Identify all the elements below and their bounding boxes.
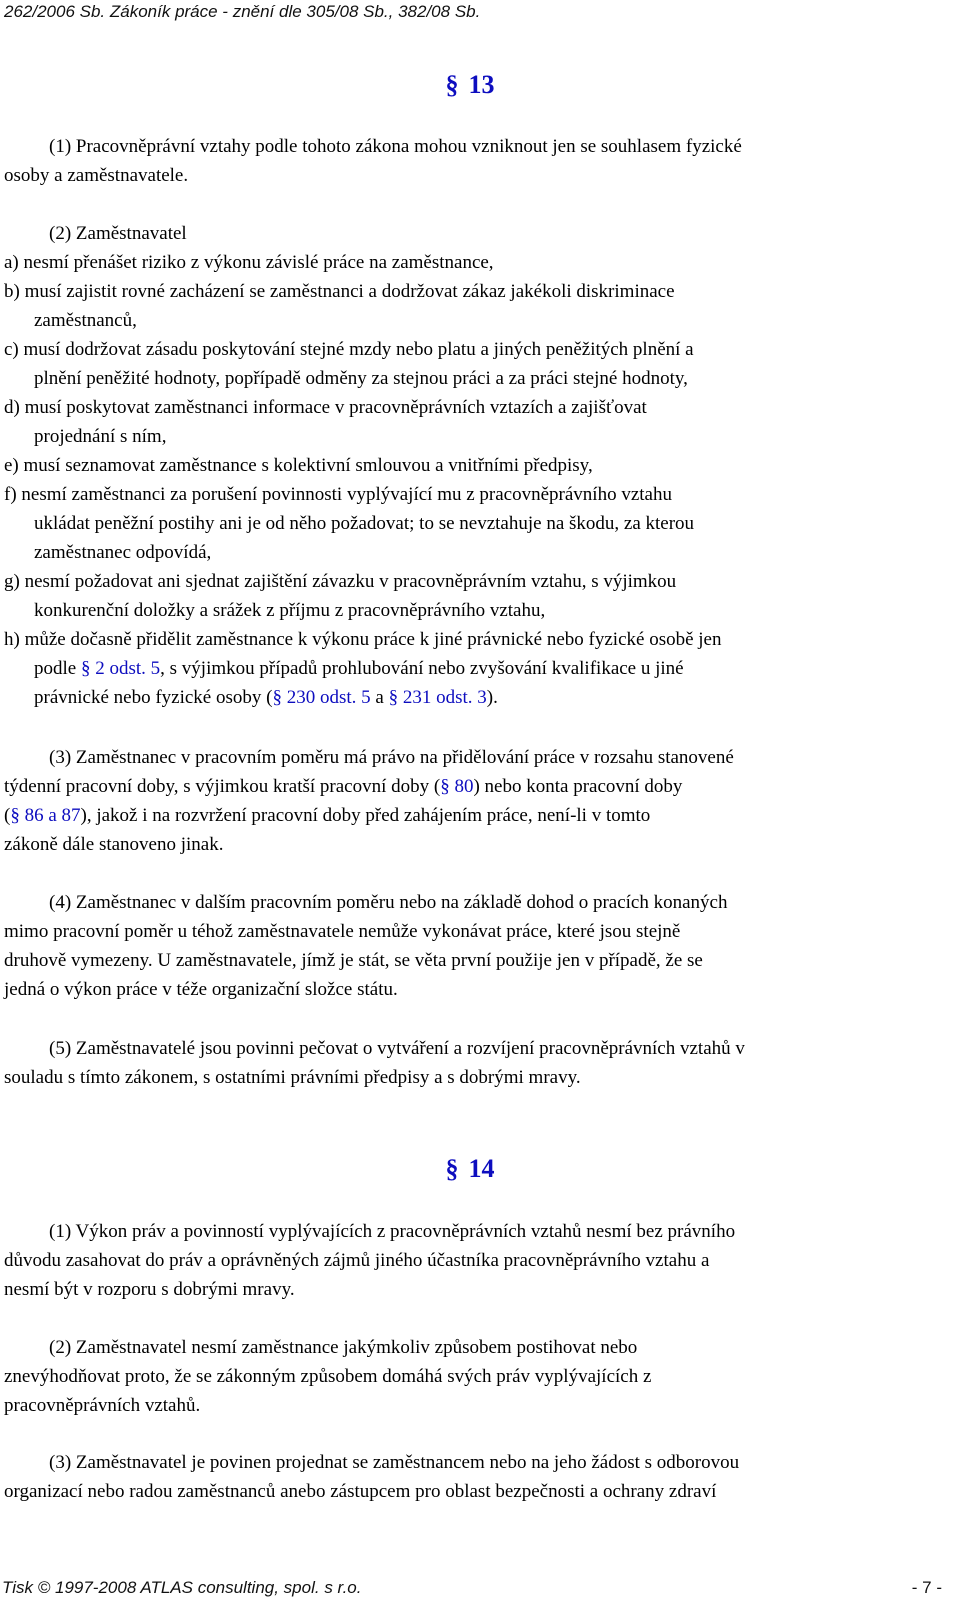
text-line: pracovněprávních vztahů. [4,1395,201,1416]
link-text: 80 [449,776,474,797]
text: ( [4,805,11,826]
text-line: druhově vymezeny. U zaměstnavatele, jímž je stát, se věta první použije jen v případě, že se [4,950,703,971]
section-sign-icon: § [440,776,450,797]
text: ). [486,687,498,708]
list-item-f-cont: zaměstnanec odpovídá, [34,542,212,563]
list-item-e: e) musí seznamovat zaměstnance s kolektivní smlouvou a vnitřními předpisy, [4,455,593,476]
text-line: jedná o výkon práce v téže organizační složce státu. [4,979,398,1000]
text-line [4,801,934,830]
section-14-heading [0,1154,940,1184]
text-line: zákoně dále stanoveno jinak. [4,834,224,855]
list-item-b: b) musí zajistit rovné zacházení se zaměstnanci a dodržovat zákaz jakékoli diskriminace [4,281,675,302]
s14-paragraph-2 [4,1333,934,1420]
list-item-c: c) musí dodržovat zásadu poskytování stejné mzdy nebo platu a jiných peněžitých plnění a [4,339,694,360]
list-item-b-cont: zaměstnanců, [34,310,137,331]
text-line [4,772,934,801]
text-line: (1) Výkon práv a povinností vyplývajících z pracovněprávních vztahů nesmí bez právního [49,1221,736,1242]
section-link[interactable] [389,687,487,708]
section-link[interactable] [81,658,160,679]
text-line: (3) Zaměstnavatel je povinen projednat se zaměstnancem nebo na jeho žádost s odborovou [49,1452,740,1473]
text-line: nesmí být v rozporu s dobrými mravy. [4,1279,295,1300]
section-sign-icon: § [80,658,91,679]
section-13-heading [0,70,940,100]
running-header: 262/2006 Sb. Zákoník práce - znění dle 305/08 Sb., 382/08 Sb. [4,2,481,21]
list-item-d: d) musí poskytovat zaměstnanci informace v pracovněprávních vztazích a zajišťovat [4,397,647,418]
list-item-c-cont: plnění peněžité hodnoty, popřípadě odměny za stejnou práci a za práci stejné hodnoty, [34,368,688,389]
list-item-h-cont [4,654,934,683]
text-line: osoby a zaměstnavatele. [4,165,189,186]
link-text: 86 a 87 [19,805,81,826]
link-text: 231 odst. 3 [398,687,487,708]
link-text: 2 odst. 5 [90,658,161,679]
text: právnické nebo fyzické osoby ( [34,687,273,708]
text-line: (1) Pracovněprávní vztahy podle tohoto zákona mohou vzniknout jen se souhlasem fyzické [49,136,742,157]
text-line: (3) Zaměstnanec v pracovním poměru má právo na přidělování práce v rozsahu stanovené [49,747,734,768]
text-line: (4) Zaměstnanec v dalším pracovním poměru nebo na základě dohod o pracích konaných [49,892,728,913]
list-item-g: g) nesmí požadovat ani sjednat zajištění závazku v pracovněprávním vztahu, s výjimkou [4,571,677,592]
s13-paragraph-5 [4,1034,934,1092]
section-number: 13 [468,70,495,99]
text-line: důvodu zasahovat do práv a oprávněných zájmů jiného účastníka pracovněprávního vztahu a [4,1250,710,1271]
text-line: (2) Zaměstnavatel [49,223,187,244]
text-line: (2) Zaměstnavatel nesmí zaměstnance jakýmkoliv způsobem postihovat nebo [49,1337,638,1358]
link-text: 230 odst. 5 [281,687,371,708]
section-sign-icon: § [272,687,282,708]
list-item-f-cont: ukládat peněžní postihy ani je od něho požadovat; to se nevztahuje na škodu, za kterou [34,513,695,534]
section-sign-icon: § [10,805,20,826]
text: , s výjimkou případů prohlubování nebo zvyšování kvalifikace u jiné [160,658,684,679]
text-line: (5) Zaměstnavatelé jsou povinni pečovat o vytváření a rozvíjení pracovněprávních vztahů v [49,1038,745,1059]
s13-paragraph-4 [4,888,934,1004]
list-item-h-cont [4,683,934,712]
text-line: souladu s tímto zákonem, s ostatními právními předpisy a s dobrými mravy. [4,1067,581,1088]
s14-paragraph-3 [4,1448,934,1506]
s14-paragraph-1 [4,1217,934,1304]
text: ) nebo konta pracovní doby [473,776,683,797]
section-sign-icon: § [445,70,459,99]
list-item-f: f) nesmí zaměstnanci za porušení povinnosti vyplývající mu z pracovněprávního vztahu [4,484,672,505]
section-sign-icon: § [445,1154,459,1183]
text: týdenní pracovní doby, s výjimkou kratší pracovní doby ( [4,776,441,797]
text-line: mimo pracovní poměr u téhož zaměstnavatele nemůže vykonávat práce, které jsou stejně [4,921,681,942]
s13-paragraph-2 [4,219,934,712]
text: a [370,687,389,708]
s13-paragraph-3 [4,743,934,859]
section-sign-icon: § [388,687,399,708]
text: podle [34,658,81,679]
text-line: znevýhodňovat proto, že se zákonným způsobem domáhá svých práv vyplývajících z [4,1366,652,1387]
list-item-d-cont: projednání s ním, [34,426,167,447]
section-link[interactable] [440,776,473,797]
text: ), jakož i na rozvržení pracovní doby před zahájením práce, není-li v tomto [80,805,651,826]
section-link[interactable] [272,687,370,708]
text-line: organizací nebo radou zaměstnanců anebo zástupcem pro oblast bezpečnosti a ochrany zdraví [4,1481,717,1502]
list-item-g-cont: konkurenční doložky a srážek z příjmu z pracovněprávního vztahu, [34,600,546,621]
page-number: - 7 - [911,1578,942,1597]
section-number: 14 [468,1154,495,1183]
s13-paragraph-1 [4,132,934,190]
list-item-h: h) může dočasně přidělit zaměstnance k výkonu práce k jiné právnické nebo fyzické osobě jen [4,629,722,650]
running-footer: Tisk © 1997-2008 ATLAS consulting, spol. s r.o. [2,1578,362,1597]
section-link[interactable] [10,805,80,826]
list-item-a: a) nesmí přenášet riziko z výkonu závislé práce na zaměstnance, [4,252,494,273]
